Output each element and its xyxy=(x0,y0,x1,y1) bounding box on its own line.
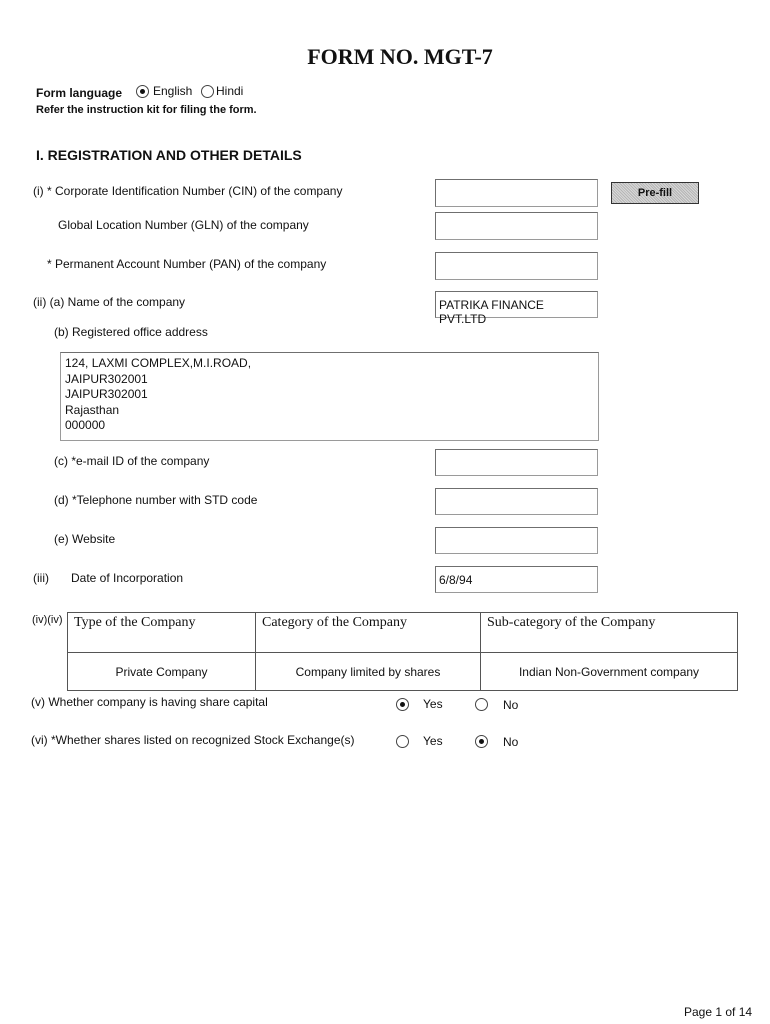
share-capital-label: (v) Whether company is having share capital xyxy=(31,695,268,709)
website-label: (e) Website xyxy=(54,532,116,546)
page-number: Page 1 of 14 xyxy=(684,1005,753,1019)
section-title: I. REGISTRATION AND OTHER DETAILS xyxy=(36,147,302,163)
pan-input[interactable] xyxy=(435,252,598,280)
listed-no-radio[interactable] xyxy=(475,735,488,748)
company-row-label: (iv)(iv) xyxy=(32,614,63,626)
header-type: Type of the Company xyxy=(68,613,256,653)
address-line: 000000 xyxy=(65,418,106,432)
gln-label: Global Location Number (GLN) of the company xyxy=(58,218,309,232)
share-capital-no-radio[interactable] xyxy=(475,698,488,711)
company-name-input[interactable]: PATRIKA FINANCE PVT.LTD xyxy=(435,291,598,318)
form-language-label: Form language xyxy=(36,86,123,100)
address-line: 124, LAXMI COMPLEX,M.I.ROAD, xyxy=(65,356,252,370)
address-label: (b) Registered office address xyxy=(54,325,208,339)
prefill-button[interactable]: Pre-fill xyxy=(611,182,699,204)
header-subcategory: Sub-category of the Company xyxy=(481,613,738,653)
phone-label: (d) *Telephone number with STD code xyxy=(54,493,258,507)
gln-input[interactable] xyxy=(435,212,598,240)
email-label: (c) *e-mail ID of the company xyxy=(54,454,210,468)
value-type: Private Company xyxy=(68,653,256,691)
listed-label: (vi) *Whether shares listed on recognized Stock Exchange(s) xyxy=(31,733,355,747)
incorporation-label: Date of Incorporation xyxy=(71,571,184,585)
incorporation-input[interactable]: 6/8/94 xyxy=(435,566,598,593)
value-category: Company limited by shares xyxy=(256,653,481,691)
address-line: JAIPUR302001 xyxy=(65,371,148,386)
value-subcategory: Indian Non-Government company xyxy=(481,653,738,691)
website-input[interactable] xyxy=(435,527,598,554)
share-capital-yes-radio[interactable] xyxy=(396,698,409,711)
listed-yes-radio[interactable] xyxy=(396,735,409,748)
english-label: English xyxy=(153,84,193,98)
email-input[interactable] xyxy=(435,449,598,476)
company-name-label: (ii) (a) Name of the company xyxy=(33,295,186,309)
hindi-label: Hindi xyxy=(216,84,244,98)
share-capital-yes-label: Yes xyxy=(423,697,443,711)
address-textarea[interactable] xyxy=(60,352,599,441)
listed-yes-label: Yes xyxy=(423,734,443,748)
pan-label: * Permanent Account Number (PAN) of the company xyxy=(47,257,327,271)
hindi-radio[interactable] xyxy=(201,85,214,98)
address-line: JAIPUR302001 xyxy=(65,387,148,401)
incorporation-num: (iii) xyxy=(33,571,49,585)
cin-label: (i) * Corporate Identification Number (CIN) of the company xyxy=(33,184,343,198)
cin-input[interactable] xyxy=(435,179,598,207)
phone-input[interactable] xyxy=(435,488,598,515)
header-category: Category of the Company xyxy=(256,613,481,653)
english-radio[interactable] xyxy=(136,85,149,98)
instruction-text: Refer the instruction kit for filing the form. xyxy=(36,104,257,116)
listed-no-label: No xyxy=(503,735,519,749)
form-title: FORM NO. MGT-7 xyxy=(307,44,493,69)
company-type-table xyxy=(67,612,738,691)
share-capital-no-label: No xyxy=(503,698,519,712)
address-line: Rajasthan xyxy=(65,402,120,417)
